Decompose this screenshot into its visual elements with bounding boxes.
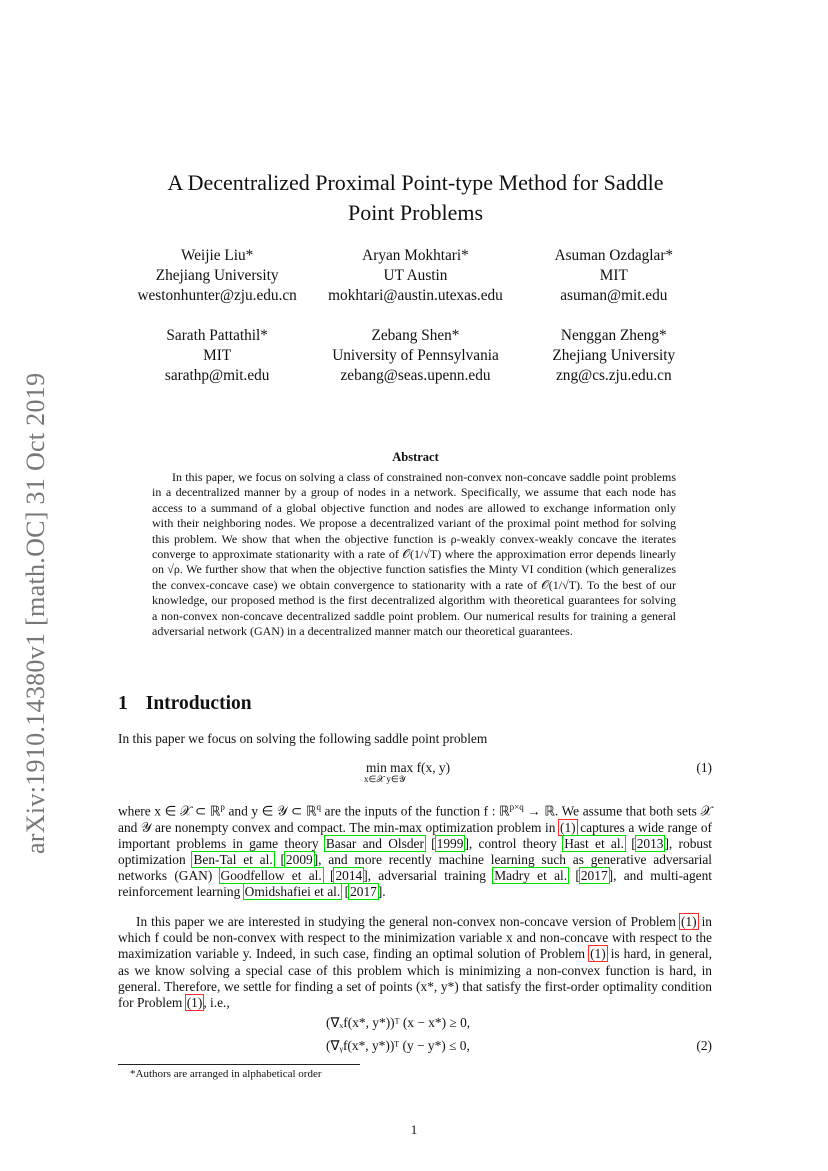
footnote: *Authors are arranged in alphabetical order: [130, 1068, 322, 1080]
author-affiliation: MIT: [203, 347, 232, 364]
equation-ref-link[interactable]: (1): [590, 946, 606, 962]
text-run: p×q: [509, 802, 524, 812]
citation-link[interactable]: Hast et al.: [564, 835, 624, 851]
page-number: 1: [410, 1122, 418, 1137]
author-affiliation: MIT: [599, 267, 628, 284]
equation-2-line-2: (∇ᵧf(x*, y*))ᵀ (y − y*) ≤ 0,: [326, 1038, 470, 1053]
citation-link[interactable]: Madry et al.: [494, 868, 568, 884]
text-run: and y ∈ 𝒴 ⊂ ℝ: [224, 803, 317, 819]
text-run: [: [341, 884, 350, 900]
equation-1-subscript: x∈𝒳 y∈𝒴: [364, 774, 406, 784]
author-name: Zebang Shen*: [371, 327, 460, 344]
text-run: [: [568, 868, 580, 884]
text-run: [: [273, 852, 285, 868]
author-email: asuman@mit.edu: [560, 287, 668, 304]
citation-year-link[interactable]: 2013: [636, 835, 664, 851]
text-run: are the inputs of the function f : ℝ: [320, 803, 510, 819]
author: [118, 326, 316, 386]
citation-year-link[interactable]: 2014: [335, 868, 363, 884]
intro-paragraph-2: [118, 799, 712, 901]
author: [515, 246, 713, 306]
author: [316, 246, 514, 306]
author-name: Asuman Ozdaglar*: [554, 247, 674, 264]
author: [515, 326, 713, 386]
equation-1-body: min max f(x, y): [366, 760, 451, 775]
author-block: [118, 246, 713, 406]
citation-year-link[interactable]: 2009: [285, 852, 313, 868]
text-run: where x ∈ 𝒳 ⊂ ℝ: [118, 803, 221, 819]
citation-link[interactable]: Omidshafiei et al.: [244, 884, 341, 900]
author-affiliation: Zhejiang University: [155, 267, 279, 284]
equation-ref-link[interactable]: (1): [680, 914, 697, 929]
intro-paragraph-3: [118, 914, 712, 1011]
author-email: westonhunter@zju.edu.cn: [137, 287, 297, 304]
text-run: ], and more recently machine learning such as generative adversarial networks (GAN): [118, 852, 712, 884]
author-name: Weijie Liu*: [181, 247, 254, 264]
text-run: ], adversarial training: [363, 868, 494, 884]
citation-link[interactable]: Basar and Olsder: [325, 835, 424, 851]
author-row-1: [118, 246, 713, 306]
text-run: In this paper we are interested in studying the general non-convex non-concave version of Problem: [136, 914, 680, 929]
text-run: [: [424, 835, 436, 851]
text-run: ].: [377, 884, 386, 900]
section-number: 1: [118, 693, 128, 714]
equation-ref-link[interactable]: (1): [186, 995, 203, 1011]
footnote-rule: [118, 1064, 360, 1065]
equation-ref-link[interactable]: (1): [560, 819, 576, 835]
author-email: zebang@seas.upenn.edu: [340, 367, 491, 384]
text-run: ], robust optimization: [118, 835, 713, 868]
author-name: Aryan Mokhtari*: [362, 247, 469, 264]
citation-link[interactable]: Ben-Tal et al.: [193, 852, 273, 868]
citation-year-link[interactable]: 2017: [350, 884, 377, 900]
author-row-2: [118, 326, 713, 386]
author: [316, 326, 514, 386]
title-line-2: Point Problems: [347, 200, 484, 225]
text-run: ], control theory: [464, 835, 564, 851]
abstract-text: In this paper, we focus on solving a class of constrained non-convex non-concave saddle point problems in a decentralized manner by a group of nodes in a network. Specifically, we assume that each node has access to a summand of a global objective function and nodes are allowed to exchange information only with their neighboring nodes. We propose a decentralized variant of the proximal point method for solving this problem. We show that when the objective function is ρ-weakly convex-weakly concave the iterates converge to approximate stationarity with a rate of 𝒪(1/√T) where the approximation error depends linearly on √ρ. We further show that when the objective function satisfies the Minty VI condition (which generalizes the convex-concave case) we obtain convergence to stationarity with a rate of 𝒪(1/√T). To the best of our knowledge, our proposed method is the first decentralized algorithm with theoretical guarantees for solving a non-convex non-concave decentralized saddle point problem. Our numerical results for training a general adversarial network (GAN) in a decentralized manner match our theoretical guarantees.: [152, 470, 676, 639]
equation-2-line-1: (∇ₓf(x*, y*))ᵀ (x − x*) ≥ 0,: [326, 1015, 471, 1030]
section-heading: [118, 693, 252, 715]
text-run: in which f could be non-convex with respect to the minimization variable x and non-concave with respect to the maximization variable y. Indeed, in such case, finding an optimal solution of Problem: [118, 914, 712, 962]
text-run: is hard, in general, as we know solving a special case of this problem which is minimizing a non-convex function is hard, in general. Therefore, we settle for finding a set of points (x*, y*) that satisfy the first-order optimality condition for Problem: [118, 946, 712, 1011]
author-email: sarathp@mit.edu: [164, 367, 270, 384]
text-run: [: [624, 835, 636, 851]
text-run: q: [316, 802, 321, 812]
author-affiliation: UT Austin: [383, 267, 448, 284]
text-run: p: [220, 802, 225, 812]
author-email: mokhtari@austin.utexas.edu: [328, 287, 503, 304]
equation-2-number: (2): [696, 1038, 712, 1053]
text-run: → ℝ. We assume that both sets 𝒳 and 𝒴 are nonempty convex and compact. The min-max optimization problem in: [118, 803, 712, 835]
equation-1: [118, 760, 712, 790]
equation-2: [118, 1015, 712, 1055]
title-line-1: A Decentralized Proximal Point-type Method for Saddle: [167, 170, 664, 195]
section-title: Introduction: [145, 693, 252, 714]
author: [118, 246, 316, 306]
author-name: Nenggan Zheng*: [560, 327, 667, 344]
paper-title: [118, 168, 713, 228]
author-name: Sarath Pattathil*: [166, 327, 268, 344]
intro-paragraph-1: In this paper we focus on solving the following saddle point problem: [118, 731, 488, 746]
arxiv-identifier: arXiv:1910.14380v1 [math.OC] 31 Oct 2019: [21, 372, 50, 854]
abstract-heading: Abstract: [392, 450, 439, 464]
text-run: [: [322, 868, 335, 884]
equation-1-number: (1): [696, 760, 712, 775]
author-affiliation: University of Pennsylvania: [332, 347, 499, 364]
text-run: ], and multi-agent reinforcement learning: [118, 868, 713, 900]
text-run: , i.e.,: [203, 995, 230, 1011]
citation-link[interactable]: Goodfellow et al.: [220, 868, 322, 884]
citation-year-link[interactable]: 1999: [436, 835, 464, 851]
author-email: zng@cs.zju.edu.cn: [556, 367, 672, 384]
author-affiliation: Zhejiang University: [552, 347, 676, 364]
text-run: captures a wide range of important problems in game theory: [118, 819, 712, 851]
citation-year-link[interactable]: 2017: [580, 868, 608, 884]
